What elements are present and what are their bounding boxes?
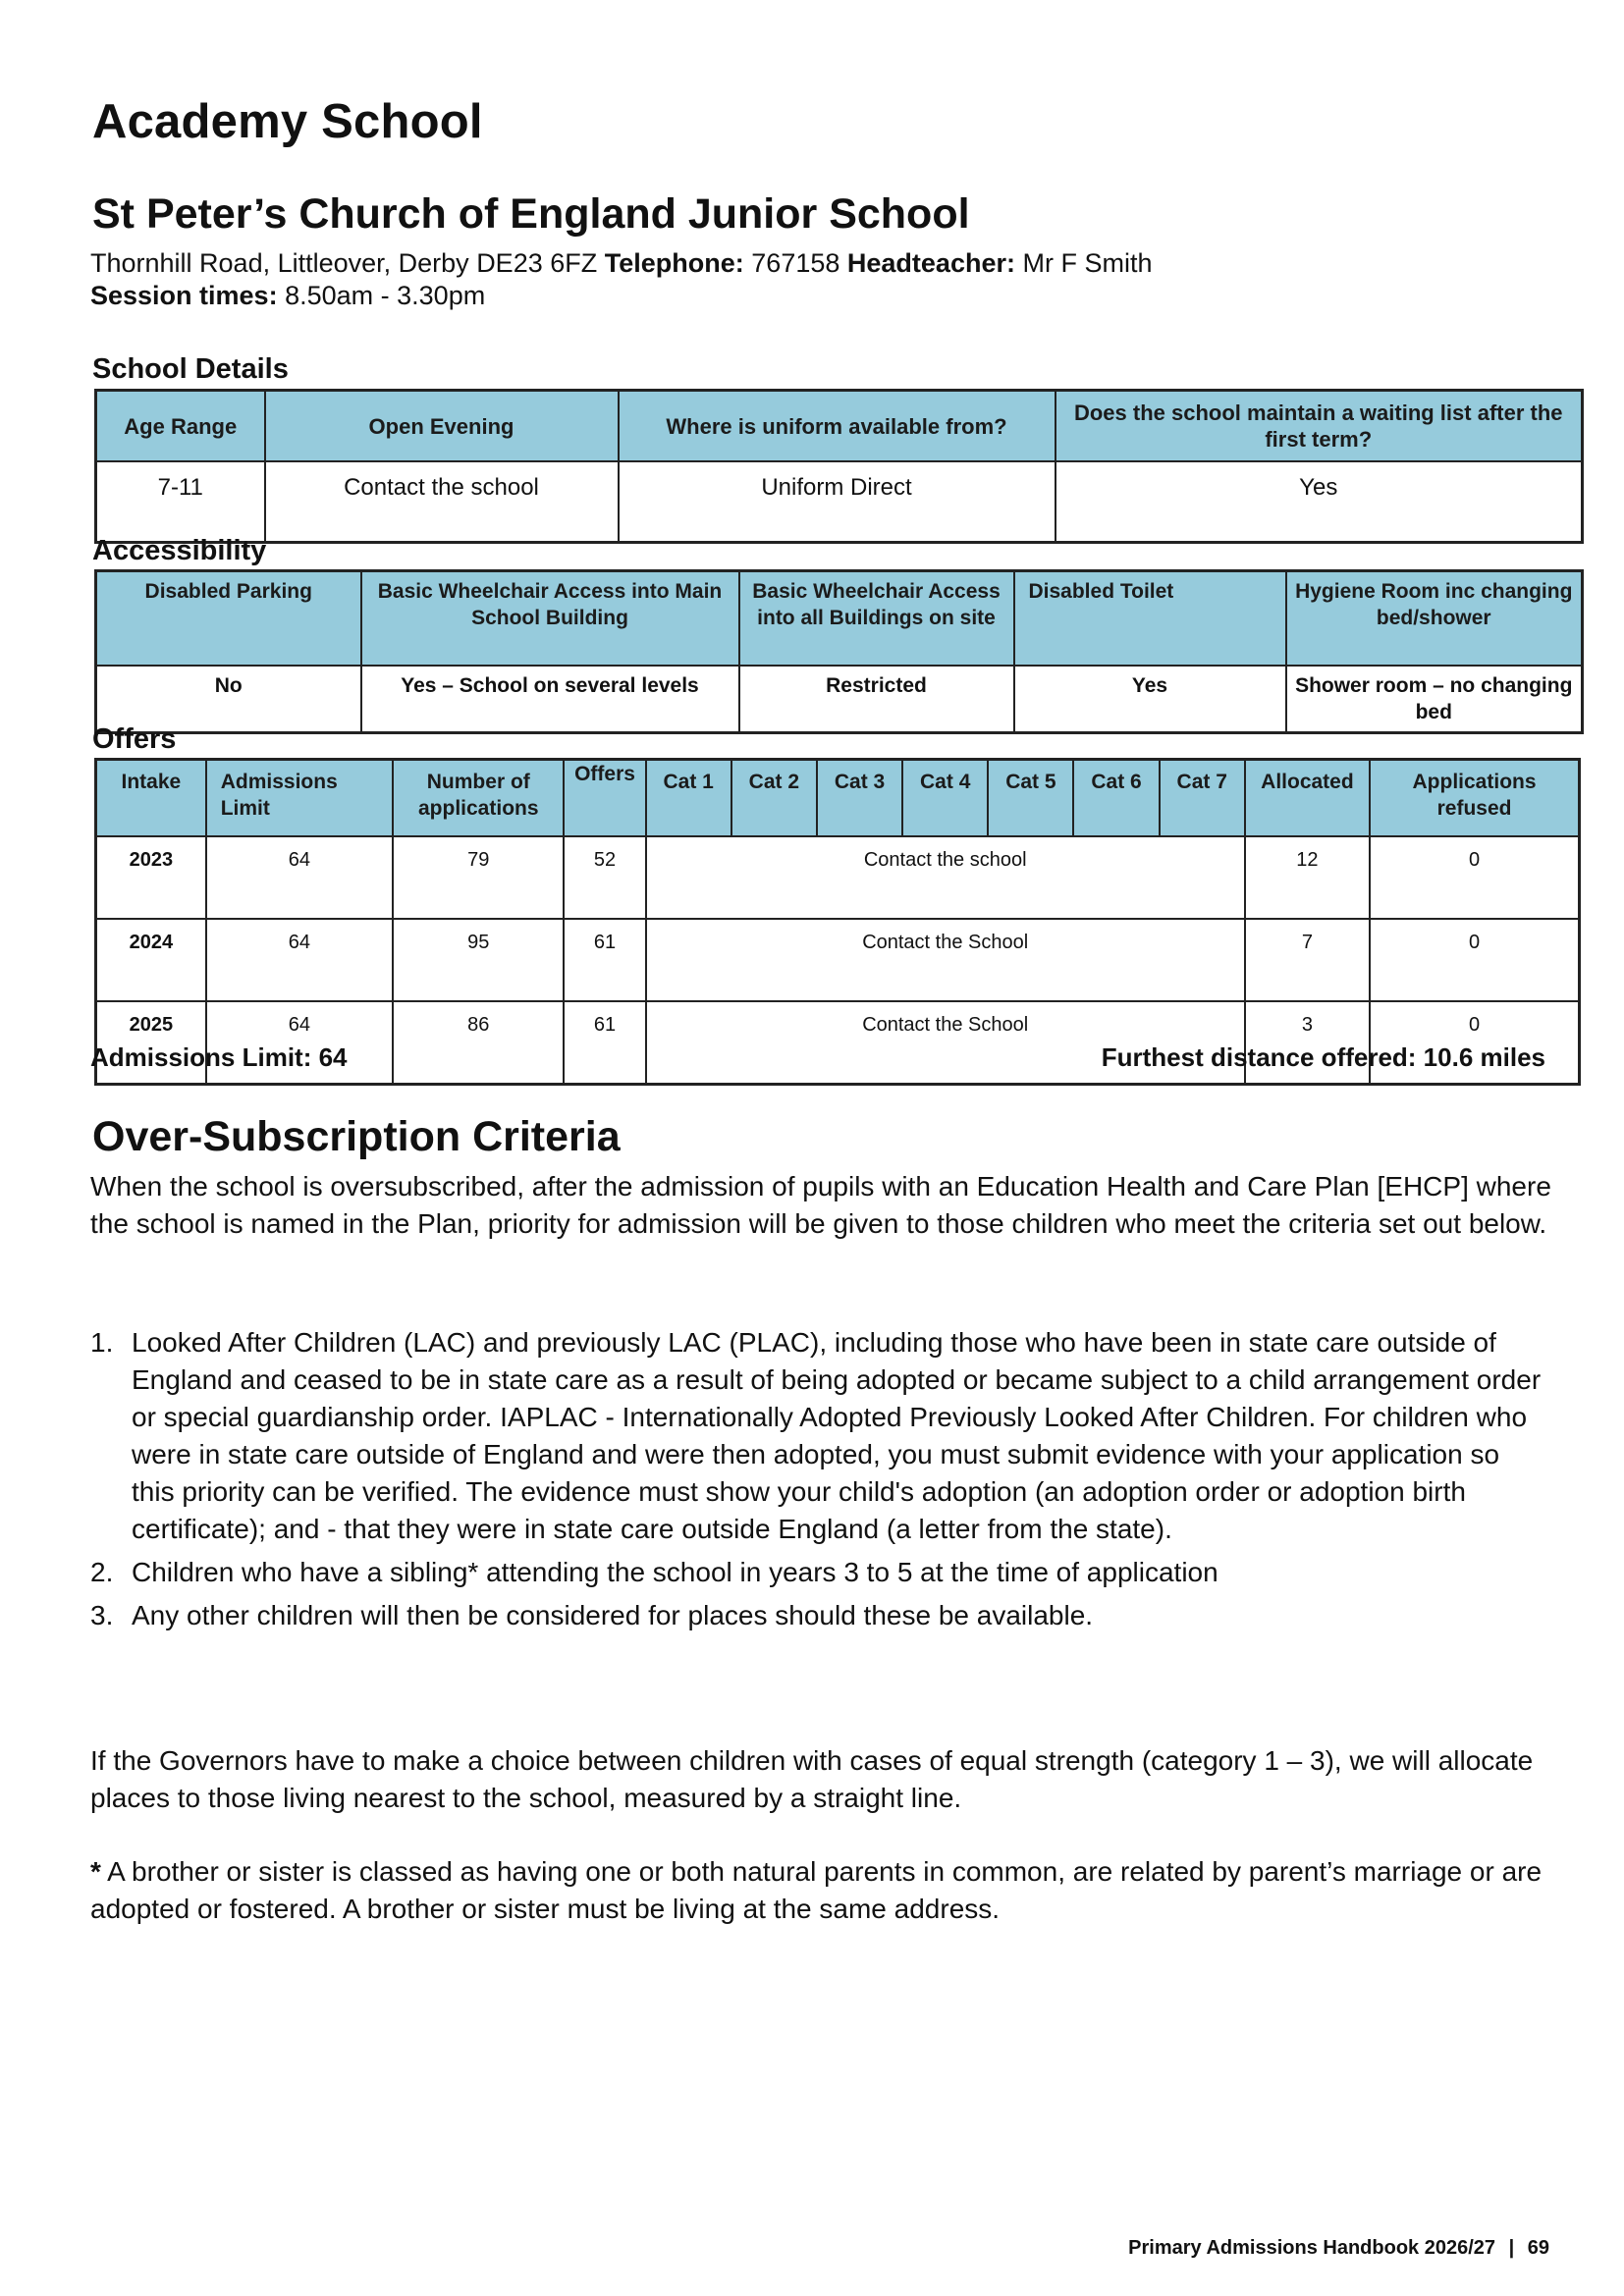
- applications-value: 86: [393, 1001, 564, 1085]
- offers-value: 52: [564, 836, 645, 919]
- intake-value: 2023: [96, 836, 206, 919]
- disabled-toilet-value: Yes: [1014, 666, 1286, 733]
- school-details-label: School Details: [92, 353, 289, 385]
- header-wheelchair-all: Basic Wheelchair Access into all Buildings on site: [739, 571, 1014, 667]
- table-row: [96, 919, 1580, 1001]
- page-number: 69: [1527, 2237, 1549, 2259]
- header-open-evening: Open Evening: [265, 391, 619, 462]
- accessibility-table: [94, 569, 1584, 734]
- refused-value: 0: [1370, 919, 1579, 1001]
- session-value: 8.50am - 3.30pm: [285, 281, 486, 310]
- header-cat-1: Cat 1: [646, 760, 731, 837]
- offers-table: [94, 758, 1581, 1086]
- allocated-value: 12: [1245, 836, 1370, 919]
- header-cat-6: Cat 6: [1073, 760, 1159, 837]
- page-footer: [1128, 2237, 1549, 2260]
- admissions-limit-summary: Admissions Limit: 64: [90, 1042, 348, 1072]
- allocated-value: 3: [1245, 1001, 1370, 1085]
- limit-value: 64: [206, 919, 393, 1001]
- sibling-note-text: A brother or sister is classed as having one or both natural parents in common, are related by parent’s marriage or are adopted or fostered. A brother or sister must be living at the same address.: [90, 1856, 1543, 1924]
- wheelchair-all-value: Restricted: [739, 666, 1014, 733]
- header-cat-3: Cat 3: [817, 760, 902, 837]
- hygiene-room-value: Shower room – no changing bed: [1286, 666, 1583, 733]
- header-cat-4: Cat 4: [902, 760, 988, 837]
- list-item-number: 3.: [90, 1600, 114, 1630]
- offers-value: 61: [564, 1001, 645, 1085]
- header-cat-2: Cat 2: [731, 760, 817, 837]
- applications-value: 95: [393, 919, 564, 1001]
- header-intake: Intake: [96, 760, 206, 837]
- waiting-list-value: Yes: [1056, 461, 1583, 543]
- header-cat-7: Cat 7: [1160, 760, 1245, 837]
- header-disabled-toilet: Disabled Toilet: [1014, 571, 1286, 667]
- limit-value: 64: [206, 836, 393, 919]
- session-times-line: [90, 280, 485, 312]
- school-name: St Peter’s Church of England Junior School: [92, 190, 970, 238]
- header-hygiene-room: Hygiene Room inc changing bed/shower: [1286, 571, 1583, 667]
- categories-value: Contact the School: [646, 919, 1245, 1001]
- header-waiting-list: Does the school maintain a waiting list after the first term?: [1056, 391, 1583, 462]
- table-header-row: [96, 760, 1580, 837]
- offers-value: 61: [564, 919, 645, 1001]
- categories-value: Contact the school: [646, 836, 1245, 919]
- tiebreak-paragraph: If the Governors have to make a choice between children with cases of equal strength (category 1 – 3), we will allocate places to those living nearest to the school, measured by a straight line.: [90, 1745, 1534, 1813]
- header-admissions-limit: Admissions Limit: [206, 760, 393, 837]
- session-label: Session times:: [90, 281, 278, 310]
- list-item-number: 2.: [90, 1557, 114, 1587]
- open-evening-value: Contact the school: [265, 461, 619, 543]
- list-item: [90, 1324, 1543, 1548]
- header-wheelchair-main: Basic Wheelchair Access into Main School Building: [361, 571, 739, 667]
- school-contact-line: [90, 247, 1153, 280]
- wheelchair-main-value: Yes – School on several levels: [361, 666, 739, 733]
- list-item: [90, 1554, 1543, 1591]
- refused-value: 0: [1370, 836, 1579, 919]
- offers-label: Offers: [92, 723, 177, 755]
- criteria-title: Over-Subscription Criteria: [92, 1113, 621, 1160]
- intake-value: 2025: [96, 1001, 206, 1085]
- refused-value: 0: [1370, 1001, 1579, 1085]
- applications-value: 79: [393, 836, 564, 919]
- list-item-number: 1.: [90, 1327, 114, 1358]
- school-details-table: [94, 389, 1584, 544]
- uniform-value: Uniform Direct: [619, 461, 1056, 543]
- footer-separator: |: [1508, 2237, 1515, 2259]
- table-row: [96, 836, 1580, 919]
- headteacher-value: Mr F Smith: [1022, 248, 1153, 278]
- list-item-text: Looked After Children (LAC) and previously LAC (PLAC), including those who have been in state care outside of England and ceased to be in state care as a result of being adopted or became subject to a child arrangement order or special guardianship order. IAPLAC - Internationally Adopted Previously Looked After Children. For children who were in state care outside of England and were then adopted, you must submit evidence with your application so this priority can be verified. The evidence must show your child's adoption (an adoption order or adoption birth certificate); and - that they were in state care outside England (a letter from the state).: [132, 1327, 1542, 1544]
- list-item-text: Any other children will then be considered for places should these be available.: [132, 1600, 1094, 1630]
- telephone-label: Telephone:: [604, 248, 744, 278]
- allocated-value: 7: [1245, 919, 1370, 1001]
- table-row: [96, 461, 1583, 543]
- table-header-row: [96, 391, 1583, 462]
- sibling-asterisk: *: [90, 1856, 101, 1887]
- header-offers: Offers: [564, 760, 645, 837]
- header-applications-refused: Applications refused: [1370, 760, 1579, 837]
- categories-value: Contact the School: [646, 1001, 1245, 1085]
- page-title: Academy School: [92, 95, 483, 148]
- intake-value: 2024: [96, 919, 206, 1001]
- table-row: [96, 666, 1583, 733]
- header-allocated: Allocated: [1245, 760, 1370, 837]
- headteacher-label: Headteacher:: [846, 248, 1015, 278]
- header-applications: Number of applications: [393, 760, 564, 837]
- footer-title: Primary Admissions Handbook 2026/27: [1128, 2237, 1496, 2259]
- list-item: [90, 1597, 1543, 1634]
- school-address: Thornhill Road, Littleover, Derby DE23 6FZ: [90, 248, 598, 278]
- header-uniform: Where is uniform available from?: [619, 391, 1056, 462]
- telephone-value: 767158: [751, 248, 840, 278]
- header-cat-5: Cat 5: [988, 760, 1073, 837]
- sibling-note: [90, 1853, 1543, 1928]
- age-range-value: 7-11: [96, 461, 265, 543]
- header-disabled-parking: Disabled Parking: [96, 571, 361, 667]
- criteria-intro: When the school is oversubscribed, after the admission of pupils with an Education Health and Care Plan [EHCP] where the school is named in the Plan, priority for admission will be given to those children who meet the criteria set out below.: [90, 1171, 1551, 1239]
- limit-value: 64: [206, 1001, 393, 1085]
- furthest-distance-summary: Furthest distance offered: 10.6 miles: [1101, 1042, 1545, 1072]
- criteria-list: [90, 1324, 1543, 1640]
- table-header-row: [96, 571, 1583, 667]
- accessibility-label: Accessibility: [92, 535, 267, 566]
- list-item-text: Children who have a sibling* attending the school in years 3 to 5 at the time of application: [132, 1557, 1218, 1587]
- disabled-parking-value: No: [96, 666, 361, 733]
- header-age-range: Age Range: [96, 391, 265, 462]
